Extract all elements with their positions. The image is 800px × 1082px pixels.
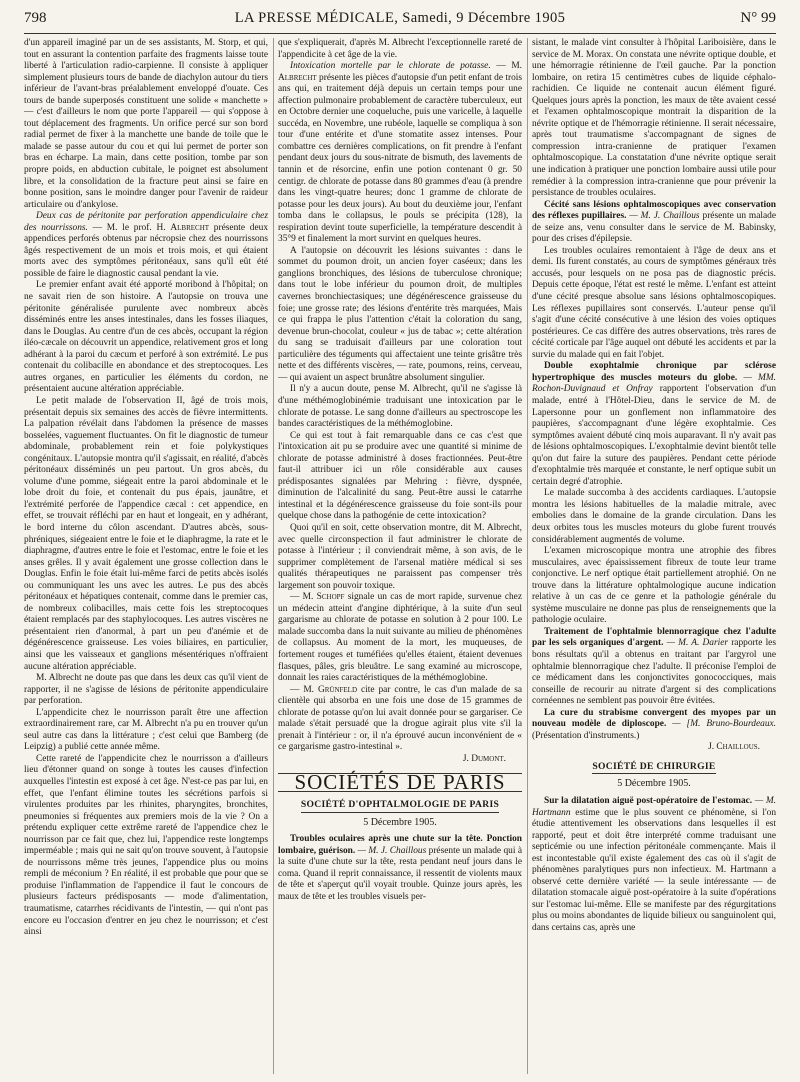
- session-date: 5 Décembre 1905.: [617, 778, 691, 790]
- article-title: La cure du strabisme convergent des myopes par un nouveau modèle de diploscope.: [532, 707, 776, 730]
- author: — MM. Rochon-Duvignaud et Onfray: [532, 372, 776, 395]
- author: Albrecht: [278, 72, 317, 83]
- paragraph: — M. Schopf signale un cas de mort rapide, survenue chez un médecin atteint d'angine diphtérique, à la suite d'un seul gargarisme au chlorate de potasse en solution à 2 pour 100. Le malade succomba dans la nuit suivante au milieu de phénomènes de collapsus. Au moment de la mort, les muqueuses, de fortement rouges et tuméfiées qu'elles étaient, étaient devenues flasques, pâles, gris bleuâtre. Le sang examiné au microscope, donnait les raies caractéristiques de la méthémoglobine.: [278, 592, 522, 684]
- paragraph: A l'autopsie on découvrit les lésions suivantes : dans le sommet du poumon droit, un ancien foyer caséeux; dans les ganglions bronchiques, des lésions de tuberculose chronique; dans tout le lobe inférieur du poumon droit, de multiples cavernes bronchiectasiques; une dégénérescence graisseuse du foie; une grosse rate; des lésions d'entérite très marquées, Mais ce qui frappa le plus l'attention c'était la coloration du sang, devenue brun-chocolat, couleur « jus de tabac »; cette altération du sang se traduisait d'ailleurs par une coloration tout particulière des téguments qui affectaient une teinte grisâtre très nette et des différents viscères, — rate, poumons, reins, cerveau, — qui avaient un aspect brunâtre absolument singulier.: [278, 245, 522, 383]
- article-title: Traitement de l'ophtalmie blennorragique chez l'adulte par les sels organiques d'argent.: [532, 626, 776, 649]
- paragraph: L'examen microscopique montra une atrophie des fibres musculaires, avec épaississement fibreux de toute leur trame conjonctive. Le nerf optique était partiellement atrophié. On ne trouve dans la littérature ophtalmologique aucune indication relative à un cas de ce genre et la pathologie générale du système musculaire ne donne pas plus de renseignements que la pathologie oculaire.: [532, 546, 776, 626]
- article-title: Deux cas de péritonite par perforation appendiculaire chez des nourrissons.: [24, 211, 268, 233]
- author: Grünfeld: [317, 684, 358, 695]
- paragraph: Ce qui est tout à fait remarquable dans ce cas c'est que l'intoxication ait pu se produire avec une quantité si minime de chlorate de potasse administré à doses fractionnées. Peut-être faut-il attribuer ici un rôle considérable aux causes prédisposantes signalées par Mehring : fièvre, dyspnée, diminution de l'alcalinité du sang. Peut-être aussi le catarrhe intestinal et la dégénérescence graisseuse du foie sont-ils pour quelque chose dans la pathogénie de cette intoxication?: [278, 430, 522, 522]
- paragraph: Il n'y a aucun doute, pense M. Albrecht, qu'il ne s'agisse là d'une méthémoglobinémie traduisant une intoxication par le chlorate de potasse. Le sang donne d'ailleurs au spectroscope les bandes caractéristiques de la méthémoglobine.: [278, 384, 522, 430]
- article-title: Double exophtalmie chronique par sclérose hypertrophique des muscles moteurs du globe.: [532, 361, 776, 383]
- column-divider: [527, 38, 528, 1074]
- article-intoxication: Intoxication mortelle par le chlorate de potasse. — M. Albrecht présente les pièces d'autopsie d'un petit enfant de trois ans qui, en traitement déjà depuis un certain temps pour une affection pulmonaire probablement de caractère tuberculeux, eut en Octobre dernier une coqueluche, puis une varicelle, à laquelle succéda, en Novembre, une rubéole, laquelle se compliqua à son tour d'une entérite et d'une stomatite assez intenses. Pour combattre ces dernières complications, on fit prendre à l'enfant pendant deux jours du sous-nitrate de bismuth, des lavements de tannin et de résorcine, enfin une potion contenant 0 gr. 50 centigr. de chlorate de potasse dans 80 grammes d'eau (à prendre dans les vingt-quatre heures; donc 1 gramme de chlorate de potasse pour les deux jours). Au bout du deuxième jour, l'enfant tomba dans le collapsus, le pouls se précipita (128), la respiration devint toute superficielle, la température descendit à 35°9 et finalement la mort survint en quelques heures.: [278, 61, 522, 245]
- article-strabisme: La cure du strabisme convergent des myopes par un nouveau modèle de diploscope. — [M. Bruno-Bourdeaux. (Présentation d'instruments.): [532, 707, 776, 741]
- signature: J. Chaillous.: [708, 742, 760, 753]
- page-header: [24, 10, 776, 32]
- issue-number: N° 99: [740, 10, 776, 26]
- session-date: 5 Décembre 1905.: [363, 816, 437, 828]
- paragraph: d'un appareil imaginé par un de ses assistants, M. Storp, et qui, tout en assurant la contention parfaite des fragments laisse toute liberté à l'articulation radio-carpienne. Il consiste à appliquer simplement plusieurs tours de bande de diachylon autour du tiers inférieur de l'avant-bras préalablement enveloppé d'ouate. Ces tours de bande superposés constituent une solide « manchette » — c'est d'ailleurs le nom que porte l'appareil — qui s'oppose à tout déplacement des fragments. Un orifice percé sur son bord radial permet de fixer à la manchette une bande de toile que le malade se passe autour du cou et qui lui permet de porter son bras en écharpe. La main, dans cette position, tombe par son propre poids, en abduction cubitale, le poignet est absolument libre, et la consolidation de la fracture peut ainsi se faire en bonne position, sans le moindre danger pour l'avenir de raideur articulaire ou d'ankylose.: [24, 38, 268, 210]
- author: — M. J. Chaillous: [357, 845, 427, 856]
- signature: J. Dumont.: [462, 753, 506, 764]
- society-title: SOCIÉTÉ D'OPHTALMOLOGIE DE PARIS: [278, 799, 522, 813]
- section-title: SOCIÉTÉS DE PARIS: [278, 773, 522, 792]
- author: Schopf: [316, 592, 345, 603]
- paragraph: Quoi qu'il en soit, cette observation montre, dit M. Albrecht, avec quelle circonspection il faut administrer le chlorate de potasse à l'intérieur ; il conviendrait même, à son avis, de le supprimer complètement de l'arsenal matière médical si ses qualités thérapeutiques ne paraissent pas compenser très largement son pouvoir toxique.: [278, 522, 522, 591]
- author: — M. J. Chaillous: [629, 211, 700, 222]
- paragraph: Les troubles oculaires remontaient à l'âge de deux ans et demi. Ils furent constatés, au cours de symptômes généraux très accusés, pour lesquels on ne posa pas de diagnostic précis. Depuis cette époque, l'état est resté le même. L'enfant est atteint d'une cécité presque absolue sans lésions ophtalmoscopiques. Les réflexes pupillaires sont conservés. L'auteur pense qu'il s'agit d'une cécité consécutive à une lésion des voies optiques postérieures. Ce cas diffère des autres observations, très rares de cécité corticale par l'âge auquel ont débuté les accidents et par la survie du malade qui en fait l'objet.: [532, 245, 776, 360]
- paragraph: Le malade succomba à des accidents cardiaques. L'autopsie montra les lésions habituelles de la maladie mitrale, avec embolies dans le domaine de la grande circulation. Dans les deux orbites tous les muscles moteurs du globe furent trouvés considérablement augmentés de volume.: [532, 488, 776, 545]
- masthead: LA PRESSE MÉDICALE, Samedi, 9 Décembre 1905: [234, 10, 566, 26]
- article-dilatation: Sur la dilatation aiguë post-opératoire de l'estomac. — M. Hartmann estime que le plus souvent ce phénomène, si l'on étudie attentivement les observations dans lesquelles il est rapporté, peut et doit être interprété comme traduisant une septicémie ou une infection péritonéale commençante. Mais il est incontestable qu'il existe également des cas où il s'agit de phénomènes paralytiques purs non infectieux. M. Hartmann a observé cette dernière variété — la seule intéressante — de dilatation stomacale aiguë post-opératoire à la suite d'opérations sur l'estomac lui-même. Elle se manifeste par des régurgitations plus ou moins abondantes de liquide bilieux ou sanguinolent qui, dans certains cas, après une: [532, 796, 776, 934]
- author: — M. Hartmann: [532, 796, 776, 818]
- paragraph: Le premier enfant avait été apporté moribond à l'hôpital; on ne savait rien de son histoire. A l'autopsie on trouva une péritonite généralisée purulente avec nombreux abcès disséminés entre les anses intestinales, dans les fosses iliaques, dans le Douglas. Au centre d'un de ces abcès, occupant la région iléo-cæcale on découvrit un appendice, relativement gros et long adhérant à la paroi du cæcum et perforé à son extrémité. Le pus contenait du colibacille en abondance et des streptocoques. Les autres organes, en particulier les éléments du cordon, ne présentaient aucune altération appréciable.: [24, 280, 268, 395]
- paragraph: Le petit malade de l'observation II, âgé de trois mois, présentait depuis six semaines des accès de fièvre intermittents. La palpation révélait dans l'abdomen la présence de masses bosselées, vaguement fluctuantes. On fit le diagnostic de tumeur abdominale, probablement rein et foie polykystiques congénitaux. L'autopsie montra qu'il s'agissait, en réalité, d'abcès péritonéaux disséminés un peu partout. Un gros abcès, du volume d'une pomme, siégeait entre la paroi abdominale et le lobe droit du foie, et contenait du pus épais, jaunâtre, et l'extrémité perforée de l'appendice cæcal : cet appendice, en effet, se trouvait réfléchi par en haut et longeait, en y adhérant, le bord interne du côlon ascendant. D'autres abcès, sous-phréniques, siégeaient entre le foie et le diaphragme, la rate et le diaphragme, d'autres entre le foie et l'estomac, entre le foie et les anses grêles. Il y avait également une grosse collection dans le Douglas. Enfin le foie était lui-même farci de petits abcès isolés ou communiquant les uns avec les autres. Le pus des abcès péritonéaux et hépatiques contenait, comme dans le premier cas, de nombreux colibacilles, mais cette fois les streptocoques étaient remplacés par des staphylocoques. Les autres viscères ne présentaient rien d'anormal, à part un peu d'anémie et de dégénérescence graisseuse. Les voies biliaires, en particulier, ainsi que les vaisseaux et ganglions mésentériques n'offraient aucune altération appréciable.: [24, 395, 268, 672]
- article-deux-cas: Deux cas de péritonite par perforation appendiculaire chez des nourrissons. — M. le prof. H. Albrecht présente deux appendices perforés obtenus par nécropsie chez des nourrissons âgés respectivement de un mois et trois mois, et qui étaient morts avec des symptômes péritonéaux, sans qu'il eût été possible de faire le diagnostic causal pendant la vie.: [24, 211, 268, 279]
- column-1: [24, 38, 268, 1074]
- article-troubles: Troubles oculaires après une chute sur la tête. Ponction lombaire, guérison. — M. J. Chaillous présente un malade qui à la suite d'une chute sur la tête, resta pendant neuf jours dans le coma. Quand il reprit connaissance, il ressentit de violents maux de tête et s'aperçut qu'il voyait trouble. Quinze jours après, les maux de tête et les troubles visuels per-: [278, 834, 522, 902]
- article-traitement: Traitement de l'ophtalmie blennorragique chez l'adulte par les sels organiques d'argent. — M. A. Darier rapporte les bons résultats qu'il a obtenus en traitant par l'argyrol une ophtalmie blennorragique chez l'adulte. Il préconise l'emploi de ce médicament dans les conjonctivites gonococciques, mais conseille de recourir au nitrate d'argent si des complications cornéennes ne semblent pas pouvoir être évitées.: [532, 626, 776, 707]
- page-number: 798: [24, 10, 47, 26]
- column-3: [532, 38, 776, 1074]
- paragraph: M. Albrecht ne doute pas que dans les deux cas qu'il vient de rapporter, il ne s'agisse de lésions de péritonite appendiculaire par perforation.: [24, 673, 268, 707]
- article-title: Intoxication mortelle par le chlorate de potasse.: [290, 61, 491, 72]
- article-exophtalmie: Double exophtalmie chronique par sclérose hypertrophique des muscles moteurs du globe. — MM. Rochon-Duvignaud et Onfray rapportent l'observation d'un malade, entré à l'Hôtel-Dieu, dans le service de M. de Lapersonne pour un gonflement non inflammatoire des paupières, s'accompagnant d'une légère exophtalmie. Ces symptômes avaient débuté cinq mois auparavant. Il n'y avait pas de lésions ophtalmoscopiques. L'exophtalmie devint bientôt telle qu'on dut faire la suture des paupières. Pendant cette période d'exophtalmie très marquée et constante, le nerf optique subit un certain degré d'atrophie.: [532, 361, 776, 487]
- author: — [M. Bruno-Bourdeaux.: [672, 719, 776, 730]
- header-rule: [24, 33, 776, 34]
- article-title: Cécité sans lésions ophtalmoscopiques avec conservation des réflexes pupillaires.: [532, 199, 776, 222]
- article-title: Troubles oculaires après une chute sur la tête. Ponction lombaire, guérison.: [278, 834, 522, 856]
- paragraph: sistant, le malade vint consulter à l'hôpital Lariboisière, dans le service de M. Morax. On constata une névrite optique double, et une hémorragie rétinienne de l'œil gauche. Par la ponction lombaire, on retira 15 centimètres cubes de liquide céphalo-rachidien. Ce liquide ne contenait aucun élément figuré. Quelques jours après la ponction, les maux de tête avaient cessé et l'examen ophtalmoscopique montrait la disparition de la névrite optique et de l'hémorragie rétinienne. Il serait nécessaire, après tout traumatisme s'accompagnant de signes de compression intra-cranienne de pratiquer l'examen ophtalmoscopique. La constatation d'une névrite optique serait une indication à pratiquer une ponction lombaire aussi utile pour remédier à la compression intra-cranienne que pour prévenir la persistance de troubles oculaires.: [532, 38, 776, 199]
- author: — M. A. Darier: [666, 638, 729, 649]
- paragraph: Cette rareté de l'appendicite chez le nourrisson a d'ailleurs lieu d'étonner quand on songe à toutes les causes d'infection auxquelles l'intestin est exposé à cet âge. N'est-ce pas par lui, en effet, que l'enfant élimine toutes les sécrétions parfois si virulentes produites par les rhinites, pharyngites, bronchites, pneumonies si fréquentes aux premiers mois de la vie ? On a prétendu expliquer cette extrême rareté de l'appendice chez le nourrisson par ce fait que, chez lui, l'appendice reste longtemps imperméable ; mais qui ne sait qu'on trouve souvent, à l'autopsie de nourrissons même très jeunes, l'appendice plus ou moins rempli de méconium ? En réalité, il est probable que pour que se produise l'inflammation de l'appendice il faut le concours de plusieurs facteurs prédisposants — mode d'alimentation, traumatisme, catarrhes récidivants de l'intestin, — qui n'ont pas encore eu l'occasion d'entrer en jeu chez le nourrisson; et c'est ainsi: [24, 753, 268, 938]
- article-cecite: Cécité sans lésions ophtalmoscopiques avec conservation des réflexes pupillaires. — M. J. Chaillous présente un malade de seize ans, venu consulter dans le service de M. Babinsky, pour des crises d'épilepsie.: [532, 199, 776, 245]
- paragraph: L'appendicite chez le nourrisson paraît être une affection extraordinairement rare, car M. Albrecht n'a pu en trouver qu'un seul autre cas dans la littérature ; c'est celui que Bamberg (de Leipzig) a publié cette année même.: [24, 707, 268, 753]
- paragraph: que s'expliquerait, d'après M. Albrecht l'exceptionnelle rareté de l'appendicite à cet âge de la vie.: [278, 38, 522, 60]
- author: Albrecht: [170, 222, 210, 233]
- society-title: SOCIÉTÉ DE CHIRURGIE: [532, 761, 776, 775]
- article-title: Sur la dilatation aiguë post-opératoire de l'estomac.: [544, 796, 753, 806]
- column-divider: [273, 38, 274, 1074]
- column-2: [278, 38, 522, 1074]
- paragraph: — M. Grünfeld cite par contre, le cas d'un malade de sa clientèle qui absorba en une fois une dose de 15 grammes de chlorate de potasse qu'on lui avait donnée pour se gargariser. Ce malade s'était persuadé que la drogue agirait plus vite s'il la prenait à l'intérieur : or, il n'a éprouvé aucun inconvénient de « ce gargarisme gastro-intestinal ».: [278, 684, 522, 753]
